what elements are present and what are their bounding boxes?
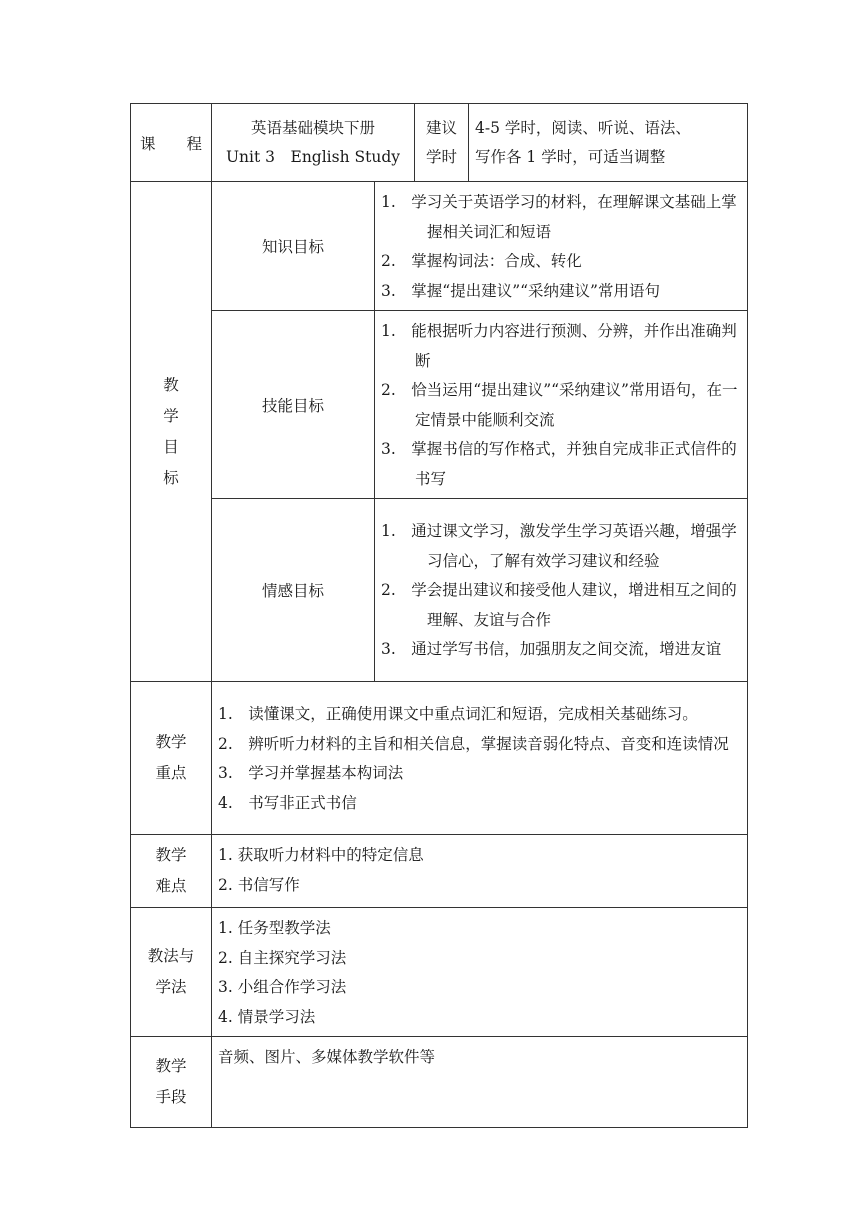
methods-label-cell [131, 908, 212, 1037]
difficulties-label-cell [131, 835, 212, 908]
objectives-label-char: 目 [163, 437, 179, 456]
list-item: 2. 掌握构词法：合成、转化 [381, 252, 582, 270]
course-title-cell [212, 104, 415, 182]
list-item: 3. 通过学写书信，加强朋友之间交流，增进友谊 [381, 640, 722, 659]
course-title-line2: Unit 3 English Study [225, 147, 401, 166]
list-item: 1. 获取听力材料中的特定信息 [218, 846, 424, 864]
methods-row [131, 908, 748, 1037]
difficulties-row [131, 835, 748, 908]
knowledge-label: 知识目标 [261, 238, 324, 256]
list-item: 1. 读懂课文，正确使用课文中重点词汇和短语，完成相关基础练习。 [218, 705, 698, 723]
list-item: 1. 能根据听力内容进行预测、分辨，并作出准确判断 [381, 322, 737, 370]
key-points-items-cell [212, 682, 748, 835]
key-points-row [131, 682, 748, 835]
means-text-cell [212, 1037, 748, 1128]
knowledge-objectives-row [131, 182, 748, 311]
objectives-label-cell [131, 182, 212, 682]
list-item: 3. 小组合作学习法 [218, 978, 347, 996]
means-label-1: 教学 [155, 1057, 187, 1075]
skill-items-cell [375, 311, 748, 499]
lesson-plan-table [130, 103, 748, 1128]
means-label-2: 手段 [155, 1088, 187, 1106]
list-item: 2. 书信写作 [218, 875, 300, 894]
means-text: 音频、图片、多媒体教学软件等 [218, 1048, 436, 1066]
list-item: 1. 学习关于英语学习的材料，在理解课文基础上掌握相关词汇和短语 [381, 193, 737, 241]
key-points-label-1: 教学 [155, 733, 187, 751]
list-item: 3. 掌握“提出建议”“采纳建议”常用语句 [381, 281, 660, 300]
objectives-label-char: 学 [163, 406, 179, 425]
list-item: 1. 任务型教学法 [218, 919, 331, 937]
emotion-objectives-row [131, 499, 748, 682]
emotion-list [375, 511, 747, 669]
hours-value-cell [469, 104, 748, 182]
skill-list [375, 311, 747, 498]
list-item: 2. 恰当运用“提出建议”“采纳建议”常用语句，在一定情景中能顺利交流 [381, 381, 738, 429]
methods-label-1: 教法与 [147, 947, 195, 965]
knowledge-label-cell [212, 182, 375, 311]
course-title-line1: 英语基础模块下册 [250, 118, 375, 137]
objectives-label-char: 标 [163, 468, 179, 487]
emotion-items-cell [375, 499, 748, 682]
list-item: 3. 学习并掌握基本构词法 [218, 764, 404, 782]
skill-objectives-row [131, 311, 748, 499]
list-item: 2. 学会提出建议和接受他人建议，增进相互之间的理解、友谊与合作 [381, 581, 737, 629]
key-points-label-2: 重点 [155, 764, 187, 782]
list-item: 1. 通过课文学习，激发学生学习英语兴趣，增强学习信心，了解有效学习建议和经验 [381, 522, 737, 570]
knowledge-list [375, 182, 747, 310]
course-label: 课 程 [139, 134, 202, 153]
emotion-label: 情感目标 [261, 582, 324, 600]
means-label-cell [131, 1037, 212, 1128]
methods-label-2: 学法 [155, 978, 187, 996]
difficulties-label-1: 教学 [155, 846, 187, 864]
list-item: 4. 情景学习法 [218, 1007, 316, 1026]
list-item: 3. 掌握书信的写作格式，并独自完成非正式信件的书写 [381, 440, 737, 488]
knowledge-items-cell [375, 182, 748, 311]
difficulties-label-2: 难点 [155, 877, 187, 895]
hours-label-1: 建议 [425, 118, 457, 137]
hours-line1: 4-5 学时，阅读、听说、语法、 [475, 118, 691, 137]
hours-label-cell [415, 104, 469, 182]
key-points-label-cell [131, 682, 212, 835]
difficulties-items-cell [212, 835, 748, 908]
list-item: 2. 自主探究学习法 [218, 948, 347, 967]
skill-label: 技能目标 [261, 396, 324, 415]
means-row [131, 1037, 748, 1128]
methods-list [212, 908, 747, 1036]
hours-label-2: 学时 [425, 147, 457, 166]
difficulties-list [212, 835, 747, 904]
methods-items-cell [212, 908, 748, 1037]
hours-line2: 写作各 1 学时，可适当调整 [475, 147, 666, 166]
course-row [131, 104, 748, 182]
emotion-label-cell [212, 499, 375, 682]
skill-label-cell [212, 311, 375, 499]
course-label-cell [131, 104, 212, 182]
objectives-label-char: 教 [163, 375, 179, 394]
list-item: 4. 书写非正式书信 [218, 793, 357, 812]
list-item: 2. 辨听听力材料的主旨和相关信息，掌握读音弱化特点、音变和连读情况 [218, 734, 729, 753]
key-points-list [212, 694, 747, 822]
